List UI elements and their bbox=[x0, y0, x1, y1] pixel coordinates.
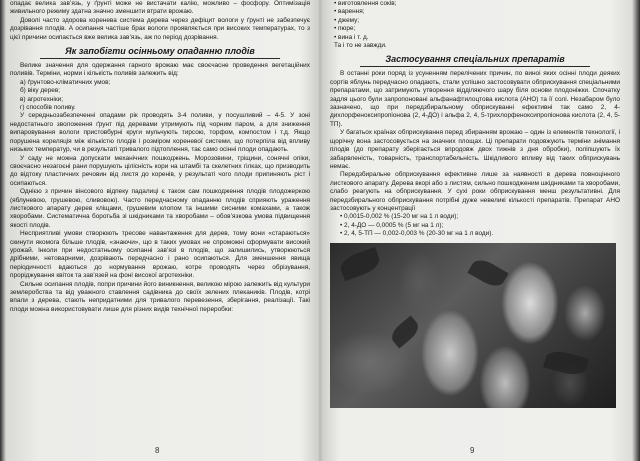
page-number-right: 9 bbox=[470, 446, 475, 455]
pears-photo bbox=[330, 243, 616, 408]
left-page bbox=[10, 0, 310, 461]
page-number-left: 8 bbox=[155, 446, 160, 455]
list-item: • вина і т. д. bbox=[334, 33, 369, 41]
paragraph-watering-intro: Велике значення для одержання гарного врожаю має своєчасне проведення вегетаційних поливів. Терміни, норми і кількість поливів залежить від: bbox=[10, 62, 310, 78]
paragraph-pests: Однією з причин вінсового відпеку падалиці є також сам пошкодження плодів плодожеркою (яблуневою, грушевою, сливовою). Часто передчасному опаданню плодів сприяють ураження листкового апарату дерев кліщами, грушевим клопом та іншими сисними комахами, а також хворобами. Систематична боротьба зі шкідниками та хворобами – обов’язкова умова підвищення якості плодів. bbox=[10, 188, 310, 229]
paragraph-mechanical-damage: У саду не можна допускати механічних пошкоджень. Морозовини, тріщини, сонячні опіки, своєчасно незагоєні рани порушують цілісність кори на штамбі та скелетних гілках, що призводить до відтоку пластичних речовин від листя до коренів, у результаті чого плоди припиняють ріст і осипаються. bbox=[10, 154, 310, 187]
section-heading-preparations: Застосування спеціальних препаратів bbox=[385, 54, 565, 65]
paragraph-conditions: Передзбиральне обприскування ефективне лише за наявності в дерева повноцінного листкового апарату. Дерева вкорі або з листям, сильно пошкодженим шкідниками та хворобами, слабо реагують на обприскування. У сухі роки обприскування менш результативні. Для передзбирального обприскування потрібні дуже невеликі кількості препаратів. Препарат АНО застосовують у концентрації bbox=[330, 171, 620, 212]
paragraph-moisture-deficit: Доволі часто здорова коренева система дерева через дефіцит вологи у ґрунті не забезпечує дозрівання плодів. А осипання частіше брак вологи проявляється при високих температурах, то з цієї причини осипається вже велика зав’язь, аж по період дозрівання. bbox=[10, 16, 310, 41]
list-item: • варення; bbox=[334, 8, 365, 16]
paragraph-stress: Несприятливі умови створюють тресове навантаження для дерев, тому вони «стараються» скинути якомога більше плодів, «знаючи», що в таких умовах не спроможні сформувати високий урожай. Інколи при недостатньому осипанні зав’язі в плодів, що залишились, утворюються дрібними, нетоварними, дозрівають передчасно і рано осипаються. Для зменшення явища періодичності вдаються до нормування врожаю, котре проводять через обрізування, проріджування квіток та зав’язей на фоні високої агротехніки. bbox=[10, 230, 310, 280]
paragraph-final: Сильне осипання плодів, попри причини його виникнення, великою мірою залежить від культури землеробства та від уважного ставлення садівника до своїх зелених плекаників. Плодів, котрі впали з дерева, стають непридатними для тривалого перевезення, зберігання, реалізації. Такі плоди можна використовувати лише для різних видів технічної переробки: bbox=[10, 280, 310, 313]
paragraph-watering: У середньозабезпеченні опадами рік проводять 3-4 поливи, у посушливий – 4-5. У зоні недостатнього зволоження ґрунт під деревами утримують під чорним паром, а для зниження випаровування вологи пристовбурні круги мульчують тирсою, торфом, компостом і т.д. Якщо порушена кореляція між кількістю плодів і розміром кореневої системи, що потерпіла від впливу низьких температур, чи в результаті тривалого підтоплення, тає само осінні плоди опадають. bbox=[10, 112, 310, 154]
list-item: а) ґрунтово-кліматичних умов; bbox=[20, 78, 111, 86]
right-page bbox=[330, 0, 620, 461]
list-item: • 2, 4-ДО — 0,0005 % (5 мг на 1 л); bbox=[340, 221, 444, 229]
list-item: • пюре; bbox=[334, 25, 356, 33]
uses-note: Та і то не завжди. bbox=[334, 42, 387, 50]
heading-divider bbox=[360, 66, 590, 67]
list-item: • виготовлення соків; bbox=[334, 0, 397, 7]
list-item: г) способів поливу. bbox=[20, 104, 76, 112]
section-heading-prevention: Як запобігти осінньому опаданню плодів bbox=[65, 46, 255, 57]
list-item: • 0,0015-0,002 % (15-20 мг на 1 л води); bbox=[340, 213, 459, 221]
list-item: • джему; bbox=[334, 16, 360, 24]
uses-list bbox=[330, 0, 620, 42]
doses-list bbox=[330, 213, 620, 238]
list-item: б) віку дерев; bbox=[20, 87, 61, 95]
paragraph-effects: У багатьох країнах обприскування перед збиранням врожаю – один із елементів технології, і щорічну вона застосовується на значних площах. Ці препарати подовжують терміни знімання плодів (до препарату зберігається впродовж двох тижнів з дня обробки), поліпшують їх забарвленість, товарність, транспортабельність. Шкідливого впливу від таких обприскувань немає. bbox=[330, 129, 620, 170]
heading-divider bbox=[40, 58, 280, 59]
list-item: • 2, 4, 5-ТП — 0,002-0,003 % (20-30 мг на 1 л води). bbox=[340, 230, 494, 238]
paragraph-regulators: В останні роки поряд із усуненням перелічених причин, по виноі яких осінні плоди деяких сортів яблунь передчасно опадають, стали успішно застосовувати обприскування спеціальними препаратами, що затримують утворення відділяючого шару біля основи плодоніжки. Спочатку задля цього були запропоновані альфанафтилоцтова кислота (АНО) та її солі. Незабаром було зазначено, що при передзбиральному обприскуванні ефективні так само 2, 4-дихлорфеноксипропіонова (2, 4-ДО) і альфа 2, 4, 5-трихлорфеноксипропіонова кислота (2, 4, 5-ТП). bbox=[330, 70, 620, 128]
list-item: в) агротехніки; bbox=[20, 95, 64, 103]
intro-paragraph: опадає велика зав’язь, у ґрунті може не вистачати калію, можливо – фосфору. Оптимізація живильного режиму здатна значно зменшити втрати врожаю. bbox=[10, 0, 310, 16]
factors-list bbox=[10, 79, 310, 113]
